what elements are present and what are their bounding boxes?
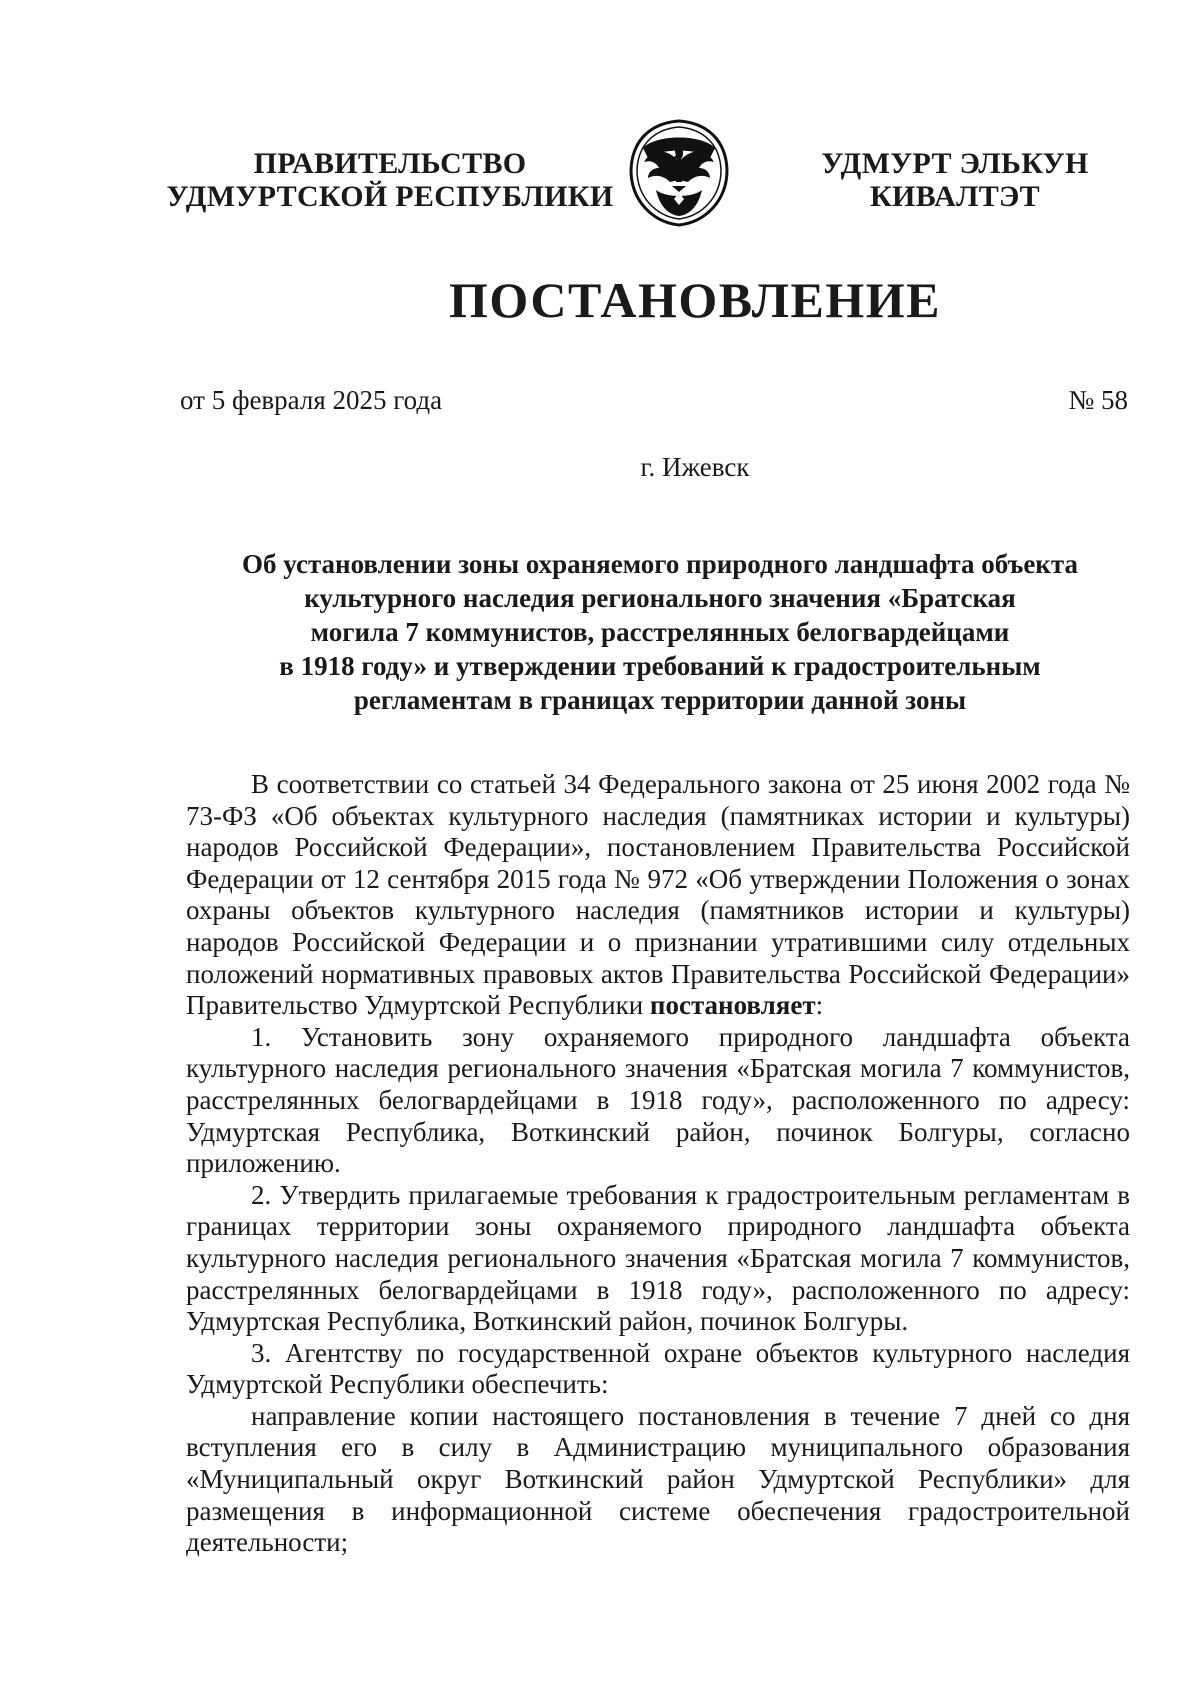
- org-name-udmurt: [790, 147, 1120, 213]
- document-city: г. Ижевск: [640, 452, 750, 482]
- decree-colon: :: [815, 990, 824, 1021]
- preamble-paragraph: [186, 769, 1130, 1022]
- clause-3-subitem: направление копии настоящего постановления в течение 7 дней со дня вступления его в силу в Администрацию муниципального образования «Муниципальный округ Воткинский район Удмуртской Республики» для размещения в информационной системе обеспечения градостроительной деятельности;: [186, 1400, 1130, 1558]
- org-name-line: УДМУРТСКОЙ РЕСПУБЛИКИ: [166, 180, 614, 213]
- clause-3: 3. Агентству по государственной охране объектов культурного наследия Удмуртской Республики обеспечить:: [186, 1337, 1130, 1400]
- org-name-line: УДМУРТ ЭЛЬКУН: [821, 147, 1089, 180]
- org-name-russian: [160, 147, 620, 213]
- document-number: № 58: [1068, 385, 1128, 415]
- title-line: могила 7 коммунистов, расстрелянных белогвардейцами: [310, 617, 1010, 647]
- coat-of-arms-icon: [626, 118, 732, 228]
- org-name-line: КИВАЛТЭТ: [870, 180, 1040, 213]
- clause-2: 2. Утвердить прилагаемые требования к градостроительным регламентам в границах территории зоны охраняемого природного ландшафта объекта культурного наследия регионального значения «Братская могила 7 коммунистов, расстрелянных белогвардейцами в 1918 году», расположенного по адресу: Удмуртская Республика, Воткинский район, починок Болгуры.: [186, 1179, 1130, 1337]
- preamble-text: В соответствии со статьей 34 Федерального закона от 25 июня 2002 года № 73-ФЗ «Об объектах культурного наследия (памятниках истории и культуры) народов Российской Федерации», постановлением Правительства Российской Федерации от 12 сентября 2015 года № 972 «Об утверждении Положения о зонах охраны объектов культурного наследия (памятников истории и культуры) народов Российской Федерации и о признании утратившими силу отдельных положений нормативных правовых актов Правительства Российской Федерации» Правительство Удмуртской Республики: [186, 769, 1130, 1021]
- title-line: Об установлении зоны охраняемого природного ландшафта объекта: [242, 549, 1078, 579]
- document-date: от 5 февраля 2025 года: [180, 385, 443, 415]
- clause-1: 1. Установить зону охраняемого природного ландшафта объекта культурного наследия регионального значения «Братская могила 7 коммунистов, расстрелянных белогвардейцами в 1918 году», расположенного по адресу: Удмуртская Республика, Воткинский район, починок Болгуры, согласно приложению.: [186, 1021, 1130, 1179]
- title-line: в 1918 году» и утверждении требований к градостроительным: [279, 651, 1041, 681]
- title-line: культурного наследия регионального значения «Братская: [304, 583, 1016, 613]
- document-title: [185, 547, 1135, 717]
- document-body: [186, 769, 1130, 1559]
- org-name-line: ПРАВИТЕЛЬСТВО: [253, 147, 527, 180]
- title-line: регламентам в границах территории данной зоны: [353, 685, 967, 715]
- decree-word: постановляет: [649, 990, 816, 1021]
- document-type-heading: ПОСТАНОВЛЕНИЕ: [449, 272, 941, 328]
